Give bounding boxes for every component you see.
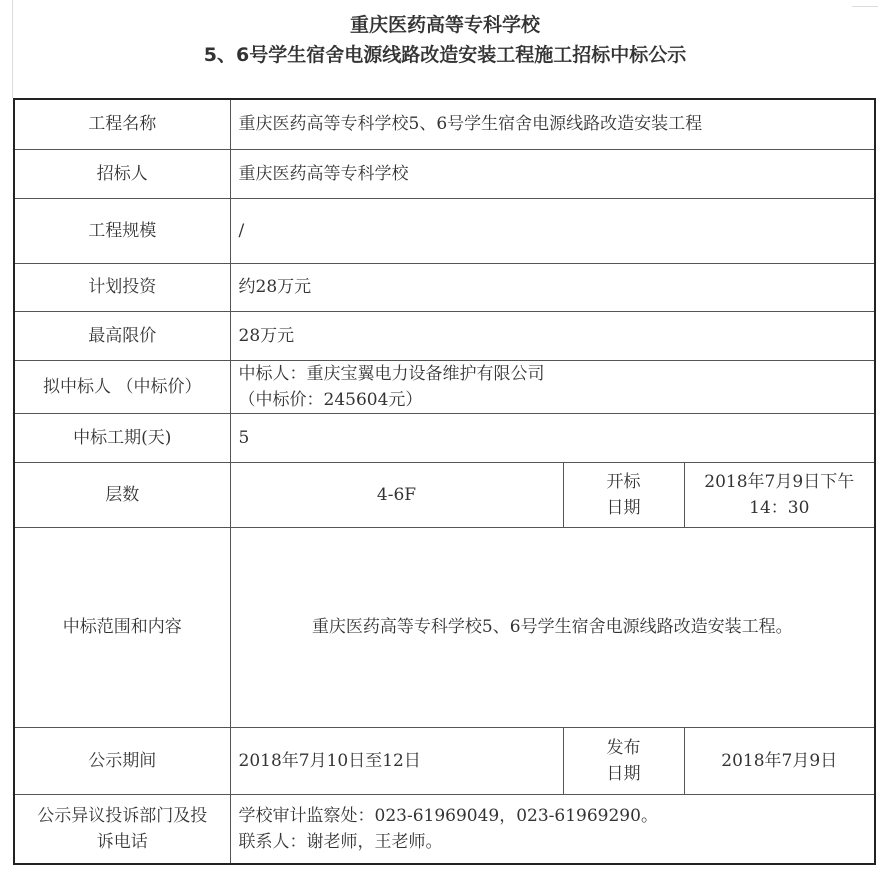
open-date-value-line2: 14：30 [749,497,810,518]
tenderer-label: 招标人 [14,149,230,198]
scope-label: 中标范围和内容 [14,527,230,727]
floors-label: 层数 [14,462,230,527]
scope-value: 重庆医药高等专科学校5、6号学生宿舍电源线路改造安装工程。 [230,527,875,727]
publicity-label: 公示期间 [14,727,230,794]
duration-label: 中标工期(天) [14,413,230,462]
project-name-label: 工程名称 [14,99,230,149]
winner-label: 拟中标人 （中标价） [14,360,230,413]
open-date-value [684,462,875,527]
row-scale [14,198,875,263]
duration-value: 5 [230,413,875,462]
notice-table [13,98,876,865]
scale-label: 工程规模 [14,198,230,263]
open-date-value-line1: 2018年7月9日下午 [704,471,855,492]
publish-date-label-line2: 日期 [606,763,641,784]
max-price-label: 最高限价 [14,311,230,360]
publish-date-label [563,727,684,794]
scale-value: / [230,198,875,263]
complaint-phone: 学校审计监察处：023-61969049，023-61969290。 [238,805,658,826]
planned-investment-label: 计划投资 [14,263,230,311]
row-complaint [14,794,875,864]
row-project-name [14,99,875,149]
row-floors [14,462,875,527]
frame-border-top [852,6,878,7]
complaint-label [14,794,230,864]
row-planned-investment [14,263,875,311]
open-date-label-line2: 日期 [606,497,641,518]
complaint-contact: 联系人：谢老师，王老师。 [238,831,443,852]
project-name-value: 重庆医药高等专科学校5、6号学生宿舍电源线路改造安装工程 [230,99,875,149]
complaint-label-line1: 公示异议投诉部门及投 [37,805,208,826]
max-price-value: 28万元 [230,311,875,360]
tenderer-value: 重庆医药高等专科学校 [230,149,875,198]
complaint-label-line2: 诉电话 [96,831,148,852]
planned-investment-value: 约28万元 [230,263,875,311]
row-winner [14,360,875,413]
winner-value [230,360,875,413]
notice-title: 重庆医药高等专科学校 [349,14,540,36]
open-date-label [563,462,684,527]
row-scope [14,527,875,727]
notice-subtitle: 5、6号学生宿舍电源线路改造安装工程施工招标中标公示 [203,44,687,66]
winner-name: 中标人：重庆宝翼电力设备维护有限公司 [238,363,545,384]
winner-price: （中标价：245604元） [238,389,423,410]
complaint-value [230,794,875,864]
floors-value: 4-6F [230,462,563,527]
row-publicity [14,727,875,794]
row-tenderer [14,149,875,198]
row-duration [14,413,875,462]
publish-date-value: 2018年7月9日 [684,727,875,794]
open-date-label-line1: 开标 [606,471,641,492]
publish-date-label-line1: 发布 [606,737,641,758]
row-max-price [14,311,875,360]
publicity-value: 2018年7月10日至12日 [230,727,563,794]
